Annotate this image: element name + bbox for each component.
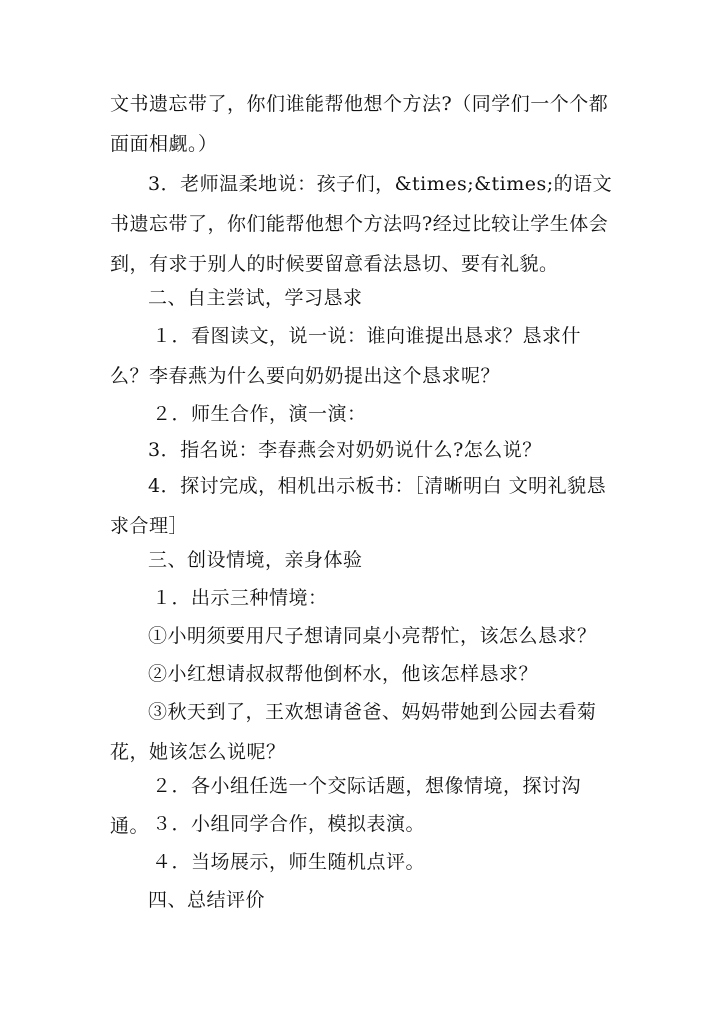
paragraph-item-1-scenarios: １．出示三种情境：	[152, 587, 328, 609]
paragraph-item-2-cooperate: ２．师生合作，演一演：	[152, 403, 367, 425]
section-heading-4: 四、总结评价	[148, 889, 266, 911]
paragraph-item-1-look-read: １．看图读文，说一说：谁向谁提出恳求？恳求什么？李春燕为什么要向奶奶提出这个恳求呢？	[110, 325, 582, 387]
paragraph-item-2-groups: ２．各小组任选一个交际话题，想像情境，探讨沟通。	[110, 775, 582, 837]
paragraph-continued-intro: 文书遗忘带了，你们谁能帮他想个方法?（同学们一个个都面面相觑。）	[110, 93, 609, 155]
scenario-2: ②小红想请叔叔帮他倒杯水，他该怎样恳求？	[148, 663, 539, 685]
paragraph-item-4-board: 4．探讨完成，相机出示板书：［清晰明白 文明礼貌恳求合理］	[110, 475, 607, 537]
paragraph-item-3-name: 3．指名说：李春燕会对奶奶说什么?怎么说？	[148, 439, 542, 461]
paragraph-item-3-perform: ３．小组同学合作，模拟表演。	[152, 813, 426, 835]
section-heading-3: 三、创设情境，亲身体验	[148, 549, 363, 571]
paragraph-step-3-teacher: 3．老师温柔地说：孩子们，&times;&times;的语文书遗忘带了，你们能帮他想个方法吗?经过比较让学生体会到，有求于别人的时候要留意看法恳切、要有礼貌。	[110, 173, 613, 275]
paragraph-item-4-show: ４．当场展示，师生随机点评。	[152, 851, 426, 873]
scenario-3: ③秋天到了，王欢想请爸爸、妈妈带她到公园去看菊花，她该怎么说呢？	[110, 701, 597, 763]
section-heading-2: 二、自主尝试，学习恳求	[148, 287, 363, 309]
scenario-1: ①小明须要用尺子想请同桌小亮帮忙，该怎么恳求？	[148, 625, 597, 647]
